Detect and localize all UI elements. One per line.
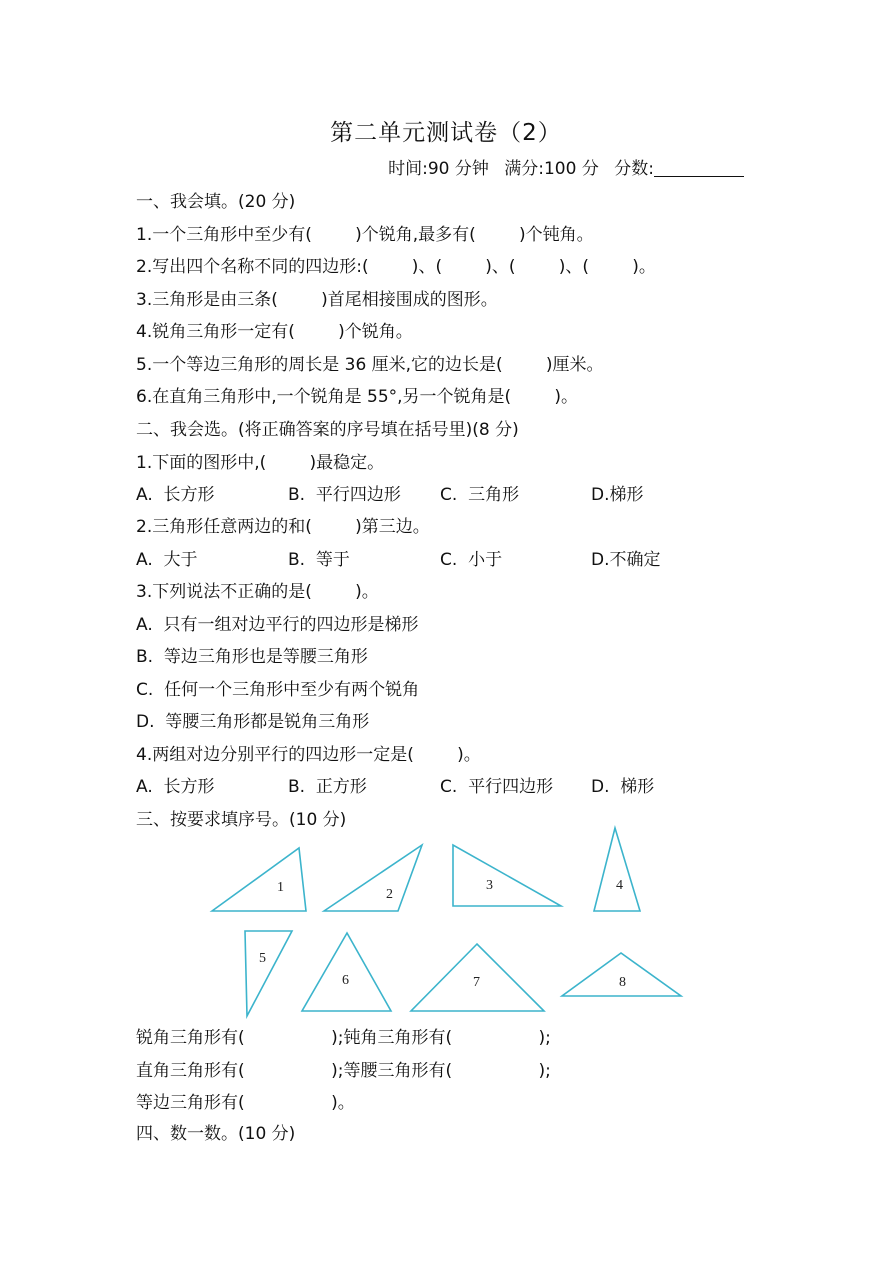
triangle-label-2: 2 [386, 887, 393, 902]
fill-question-4: 4.锐角三角形一定有( )个锐角。 [136, 322, 413, 342]
triangle-3 [453, 845, 561, 906]
choice-question-1: 1.下面的图形中,( )最稳定。 [136, 453, 385, 473]
option-c[interactable]: C. 三角形 [440, 485, 520, 505]
fill-question-6: 6.在直角三角形中,一个锐角是 55°,另一个锐角是( )。 [136, 387, 579, 407]
option-a[interactable]: A. 只有一组对边平行的四边形是梯形 [136, 615, 419, 635]
choice-question-2: 2.三角形任意两边的和( )第三边。 [136, 517, 430, 537]
fill-question-3: 3.三角形是由三条( )首尾相接围成的图形。 [136, 290, 498, 310]
choice-question-4: 4.两组对边分别平行的四边形一定是( )。 [136, 745, 481, 765]
triangle-label-4: 4 [616, 878, 623, 893]
time-limit: 时间:90 分钟 [388, 159, 489, 179]
option-c[interactable]: C. 平行四边形 [440, 777, 554, 797]
option-b[interactable]: B. 平行四边形 [288, 485, 401, 505]
score-label: 分数: [614, 159, 654, 179]
classify-line-1: 锐角三角形有( );钝角三角形有( ); [136, 1028, 551, 1048]
fill-question-2: 2.写出四个名称不同的四边形:( )、( )、( )、( )。 [136, 257, 656, 277]
triangle-label-3: 3 [486, 878, 493, 893]
fill-question-1: 1.一个三角形中至少有( )个锐角,最多有( )个钝角。 [136, 225, 594, 245]
triangle-5 [245, 931, 292, 1016]
section-2-heading: 二、我会选。(将正确答案的序号填在括号里)(8 分) [136, 420, 519, 440]
page-title: 第二单元测试卷（2） [330, 120, 562, 146]
section-3-heading: 三、按要求填序号。(10 分) [136, 810, 347, 830]
choice-question-3: 3.下列说法不正确的是( )。 [136, 582, 379, 602]
option-d[interactable]: D. 梯形 [591, 777, 655, 797]
triangle-6 [302, 933, 391, 1011]
option-b[interactable]: B. 等于 [288, 550, 350, 570]
triangle-label-1: 1 [277, 880, 284, 895]
triangle-label-8: 8 [619, 975, 626, 990]
option-b[interactable]: B. 正方形 [288, 777, 367, 797]
classify-line-3: 等边三角形有( )。 [136, 1093, 355, 1113]
triangle-4 [594, 828, 640, 911]
triangle-label-6: 6 [342, 973, 349, 988]
option-a[interactable]: A. 长方形 [136, 777, 215, 797]
option-c[interactable]: C. 任何一个三角形中至少有两个锐角 [136, 680, 420, 700]
option-a[interactable]: A. 长方形 [136, 485, 215, 505]
triangle-label-5: 5 [259, 951, 266, 966]
option-d[interactable]: D.梯形 [591, 485, 644, 505]
triangle-label-7: 7 [473, 975, 480, 990]
option-d[interactable]: D.不确定 [591, 550, 661, 570]
classify-line-2: 直角三角形有( );等腰三角形有( ); [136, 1061, 551, 1081]
triangle-1 [212, 848, 306, 911]
full-score: 满分:100 分 [504, 159, 599, 179]
section-4-heading: 四、数一数。(10 分) [136, 1124, 296, 1144]
option-d[interactable]: D. 等腰三角形都是锐角三角形 [136, 712, 370, 732]
option-a[interactable]: A. 大于 [136, 550, 198, 570]
fill-question-5: 5.一个等边三角形的周长是 36 厘米,它的边长是( )厘米。 [136, 355, 604, 375]
option-c[interactable]: C. 小于 [440, 550, 503, 570]
triangle-2 [324, 845, 422, 911]
section-1-heading: 一、我会填。(20 分) [136, 192, 296, 212]
option-b[interactable]: B. 等边三角形也是等腰三角形 [136, 647, 368, 667]
